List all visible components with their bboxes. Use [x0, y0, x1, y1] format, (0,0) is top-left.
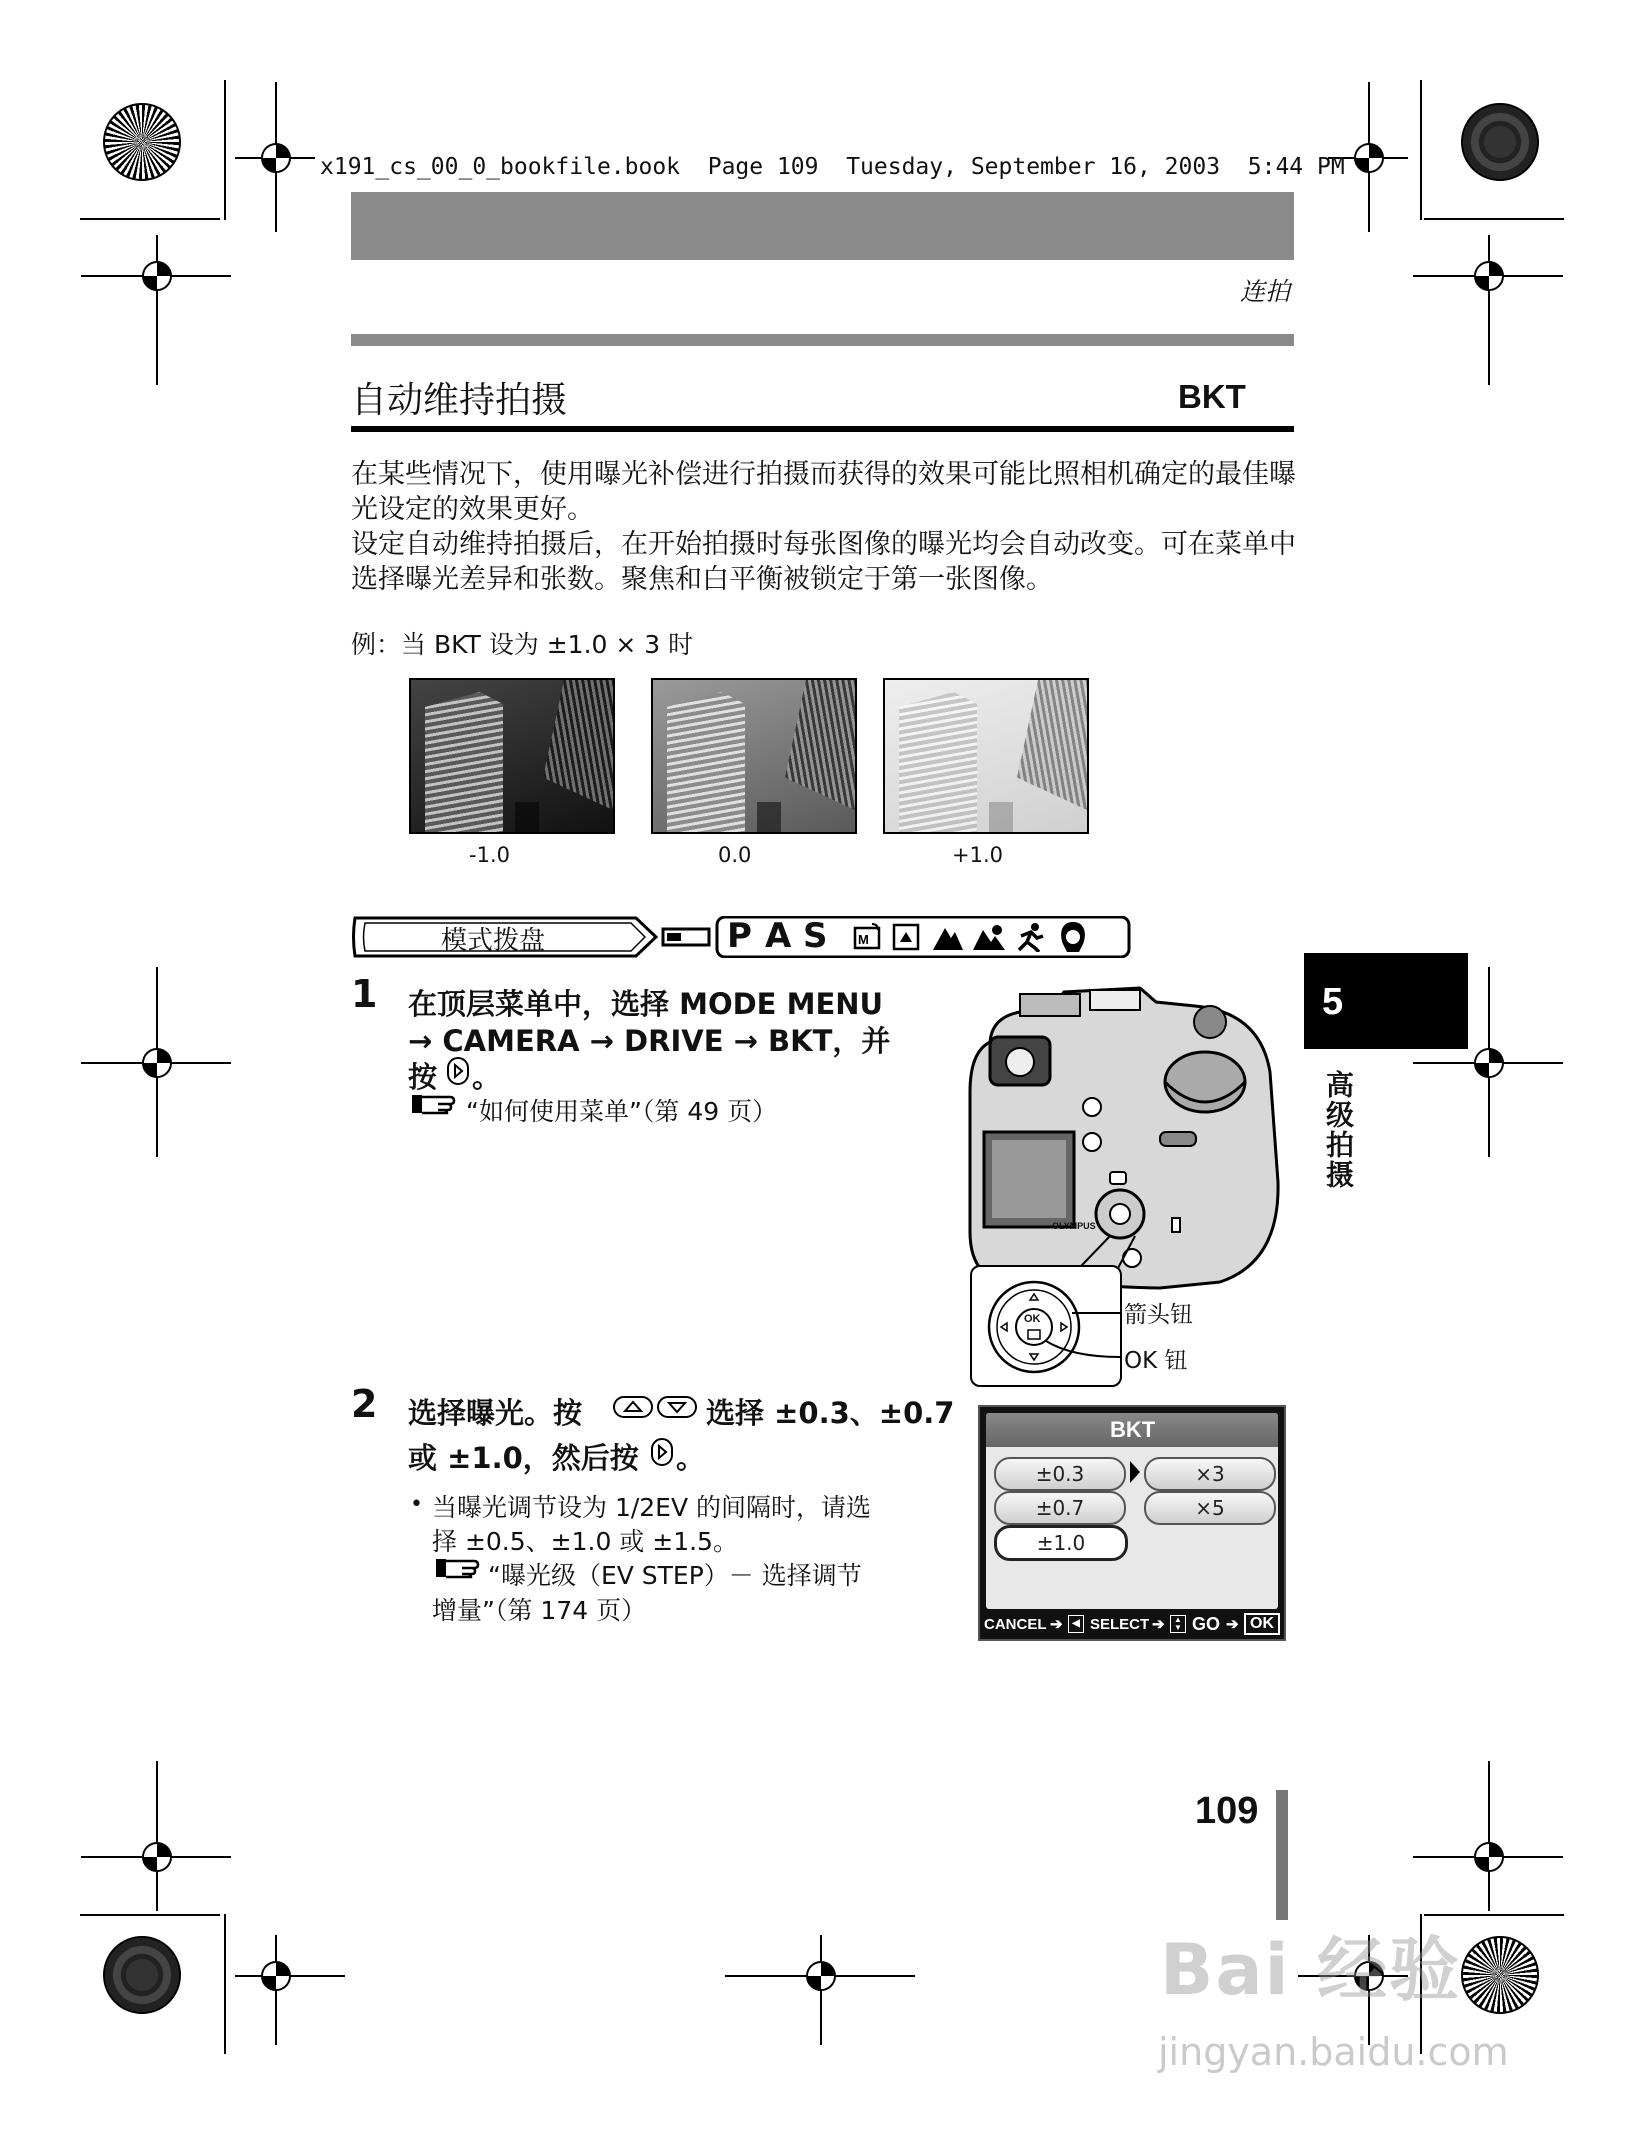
option-plus-minus-1-0[interactable]: ±1.0 [994, 1525, 1128, 1561]
step-2-line-a-2: 选择 ±0.3、±0.7 [706, 1396, 955, 1430]
option-plus-minus-0-7[interactable]: ±0.7 [994, 1491, 1126, 1525]
mode-dial-label: 模式拨盘 [441, 926, 546, 956]
header-grey-band [351, 192, 1294, 260]
note-bullet: • [410, 1492, 423, 1517]
example-photo-plus [883, 678, 1089, 834]
photo-label-plus: +1.0 [952, 843, 1003, 867]
step-2-note-b: 择 ±0.5、±1.0 或 ±1.5。 [432, 1527, 738, 1556]
step-2-line-b-1: 或 ±1.0，然后按 [408, 1441, 639, 1475]
scene-icon [891, 922, 921, 952]
page-number: 109 [1195, 1790, 1259, 1832]
step-2-number: 2 [351, 1382, 378, 1426]
submenu-pointer-icon [1128, 1459, 1142, 1485]
footer-go-label: GO [1192, 1614, 1221, 1634]
up-down-button-icon: ▲ ▼ [1170, 1615, 1186, 1633]
page-number-bar [1276, 1790, 1288, 1920]
step-1-line-b: → CAMERA → DRIVE → BKT，并 [408, 1024, 891, 1058]
option-plus-minus-0-3[interactable]: ±0.3 [994, 1457, 1126, 1491]
step-1-number: 1 [351, 972, 378, 1016]
ok-button-callout-label: OK 钮 [1124, 1348, 1188, 1374]
step-2-line-b-end: 。 [676, 1441, 706, 1475]
mode-dial-bar [351, 916, 1131, 958]
step-1-reference: “如何使用菜单”（第 49 页） [466, 1097, 778, 1126]
mode-a: A [765, 916, 792, 956]
bkt-menu-screen [978, 1405, 1286, 1641]
footer-arrow-icon: ➔ [1226, 1616, 1239, 1633]
crop-line [80, 218, 220, 220]
crop-line [224, 80, 226, 220]
mode-s: S [803, 916, 828, 956]
registration-target-bottom-left [103, 1936, 181, 2014]
footer-arrow-icon: ➔ [1152, 1616, 1165, 1633]
mode-p: P [727, 916, 752, 956]
step-1-line-a: 在顶层菜单中，选择 MODE MENU [408, 987, 884, 1021]
photo-label-zero: 0.0 [718, 843, 752, 867]
step-2-reference-a: “曝光级（EV STEP）－ 选择调节 [488, 1561, 862, 1590]
bkt-menu-footer [980, 1611, 1284, 1639]
reference-hand-icon [410, 1091, 458, 1117]
portrait-icon [1057, 920, 1089, 954]
title-rule [351, 426, 1294, 432]
crop-line [1424, 218, 1564, 220]
footer-cancel-label: CANCEL [984, 1616, 1047, 1633]
step-1-line-c: 按 [408, 1060, 438, 1094]
left-button-icon: ◀ [1068, 1615, 1084, 1633]
step-2-line-a-1: 选择曝光。按 [408, 1396, 583, 1430]
footer-arrow-icon: ➔ [1050, 1616, 1063, 1633]
registration-target-top-right [1461, 103, 1539, 181]
manual-mymode-icon [853, 922, 883, 952]
sports-icon [1013, 922, 1047, 952]
registration-target-top-left [103, 103, 181, 181]
crop-line [1420, 80, 1422, 220]
registration-target-bottom-right [1461, 1936, 1539, 2014]
chapter-tab [1304, 953, 1468, 1049]
ok-button-label: OK [1024, 1313, 1041, 1325]
section-title: 自动维持拍摄 [351, 380, 568, 421]
photo-label-minus: -1.0 [469, 843, 510, 867]
example-photo-minus [409, 678, 615, 834]
example-photo-zero [651, 678, 857, 834]
arrow-pad-callout [970, 1265, 1122, 1387]
section-code: BKT [1178, 378, 1246, 415]
svg-text:M: M [858, 932, 869, 947]
landscape-portrait-icon [971, 922, 1007, 952]
right-arrow-button-icon [446, 1056, 470, 1086]
chapter-label: 高级拍摄 [1322, 1070, 1355, 1190]
bkt-menu-title: BKT [1110, 1417, 1156, 1442]
landscape-icon [931, 922, 965, 952]
section-label: 连拍 [1240, 277, 1291, 306]
step-2-note-a: 当曝光调节设为 1/2EV 的间隔时，请选 [432, 1493, 872, 1522]
intro-paragraph-2: 设定自动维持拍摄后，在开始拍摄时每张图像的曝光均会自动改变。可在菜单中选择曝光差异和张数。聚焦和白平衡被锁定于第一张图像。 [351, 529, 1296, 595]
header-grey-rule [351, 334, 1294, 346]
intro-paragraph-1: 在某些情况下，使用曝光补偿进行拍摄而获得的效果可能比照相机确定的最佳曝光设定的效果更好。 [351, 459, 1296, 525]
watermark-url: jingyan.baidu.com [1158, 2030, 1509, 2074]
option-times-5[interactable]: ×5 [1144, 1491, 1276, 1525]
arrow-button-callout-label: 箭头钮 [1124, 1302, 1193, 1328]
example-caption: 例：当 BKT 设为 ±1.0 × 3 时 [351, 630, 694, 659]
chapter-number: 5 [1322, 981, 1344, 1023]
option-times-3[interactable]: ×3 [1144, 1457, 1276, 1491]
reference-hand-icon [434, 1555, 482, 1581]
right-arrow-button-icon [650, 1437, 674, 1467]
crop-line [80, 1914, 220, 1916]
step-2-reference-b: 增量”（第 174 页） [432, 1596, 647, 1625]
file-info-line: x191_cs_00_0_bookfile.book Page 109 Tuesday, September 16, 2003 5:44 PM [320, 154, 1345, 180]
up-down-arrow-buttons-icon [612, 1394, 700, 1420]
step-1-line-c-end: 。 [472, 1060, 502, 1094]
camera-brand-label: OLYMPUS [1052, 1221, 1096, 1231]
footer-select-label: SELECT [1090, 1616, 1150, 1633]
camera-illustration [960, 982, 1290, 1302]
footer-ok-label: OK [1244, 1613, 1280, 1635]
crop-line [224, 1914, 226, 2054]
watermark-logo: Bai 经验 [1160, 1929, 1461, 2011]
